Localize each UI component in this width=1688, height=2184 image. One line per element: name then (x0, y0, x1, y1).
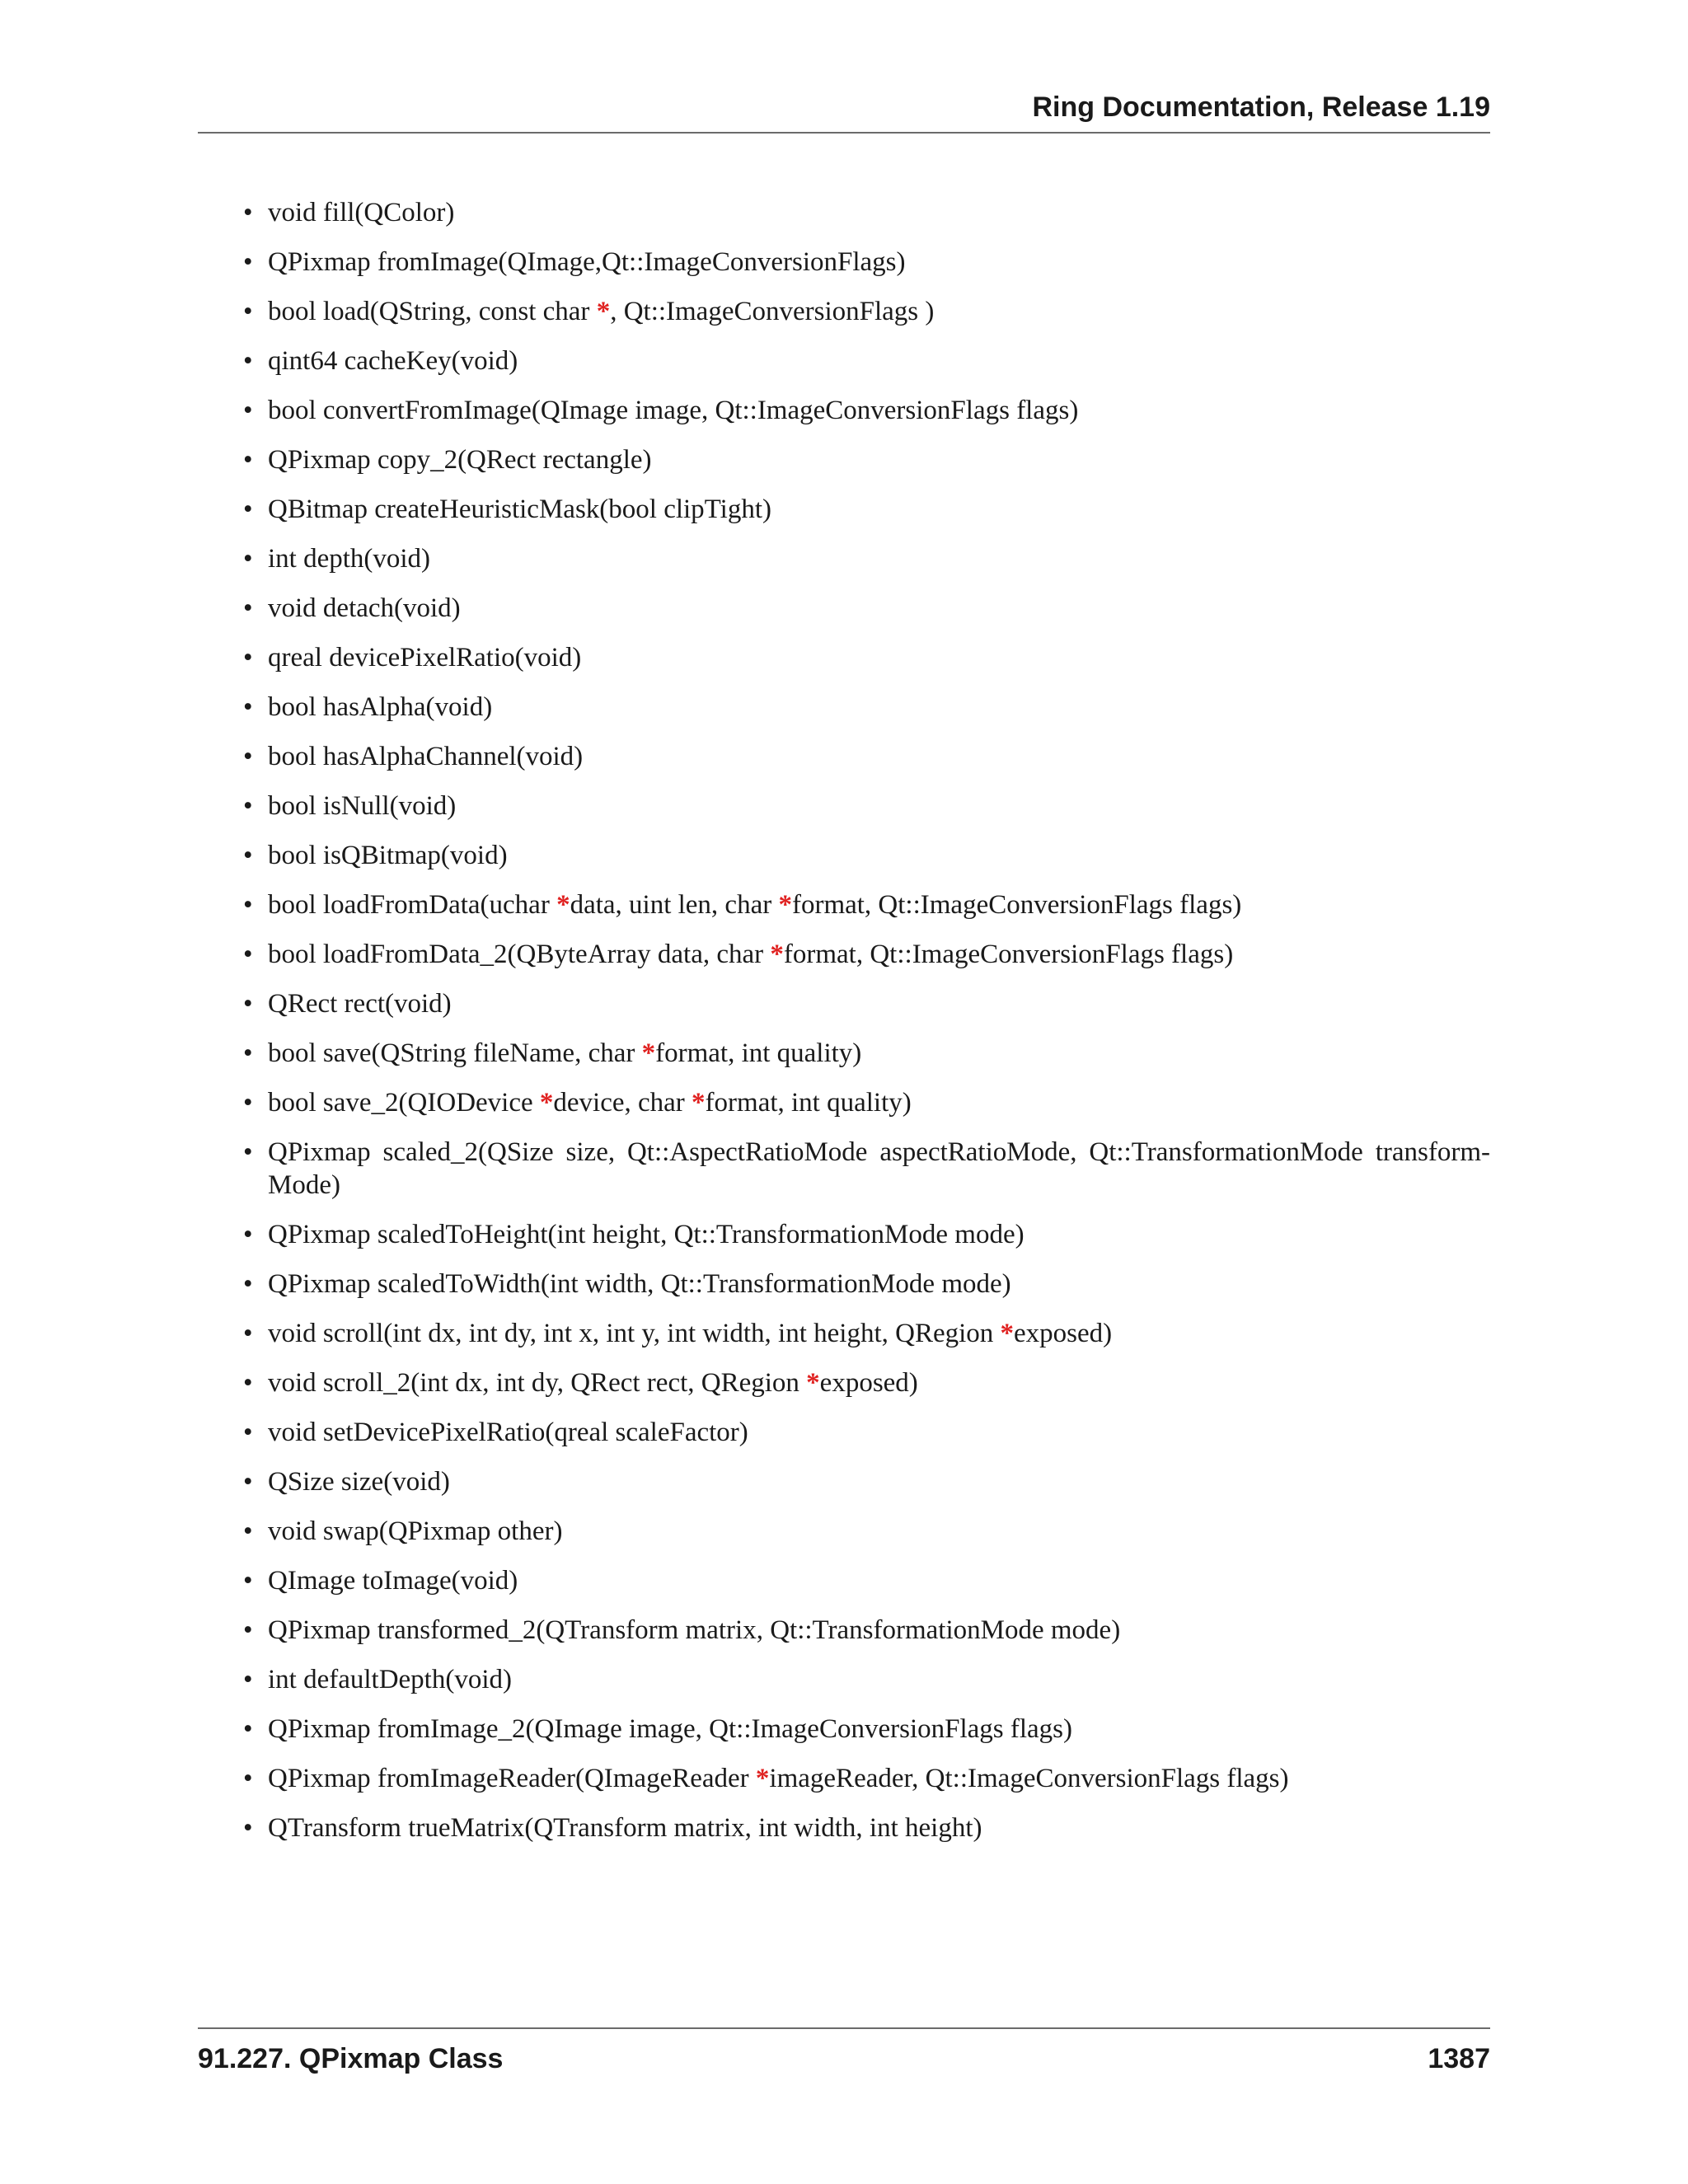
bullet-icon: • (243, 791, 253, 821)
list-item (239, 1564, 1490, 1597)
list-item (239, 1465, 1490, 1498)
list-item (239, 443, 1490, 476)
list-item (239, 542, 1490, 575)
list-item (239, 1218, 1490, 1251)
list-item (239, 691, 1490, 724)
list-item (239, 641, 1490, 674)
list-item (239, 493, 1490, 526)
method-signature: bool load(QString, const char *, Qt::ImageConversionFlags ) (268, 297, 935, 326)
method-list (239, 196, 1490, 1844)
footer-page-number: 1387 (1428, 2043, 1490, 2074)
bullet-icon: • (243, 198, 253, 227)
list-item (239, 246, 1490, 279)
method-signature: QPixmap fromImageReader(QImageReader *imageReader, Qt::ImageConversionFlags flags) (268, 1764, 1289, 1793)
bullet-icon: • (243, 1714, 253, 1744)
method-list-container (239, 196, 1490, 1861)
pointer-asterisk: * (556, 890, 570, 920)
list-item (239, 1037, 1490, 1070)
pointer-asterisk: * (539, 1088, 554, 1118)
pointer-asterisk: * (770, 940, 784, 969)
method-signature: bool isNull(void) (268, 791, 457, 821)
pointer-asterisk: * (596, 297, 611, 326)
method-signature: QImage toImage(void) (268, 1566, 518, 1596)
header-title: Ring Documentation, Release 1.19 (1032, 91, 1490, 123)
method-signature: void scroll(int dx, int dy, int x, int y, int width, int height, QRegion *exposed) (268, 1319, 1113, 1348)
pointer-asterisk: * (778, 890, 792, 920)
list-item (239, 295, 1490, 328)
bullet-icon: • (243, 593, 253, 623)
footer-section-title: 91.227. QPixmap Class (198, 2043, 504, 2074)
bullet-icon: • (243, 1220, 253, 1249)
method-signature: void setDevicePixelRatio(qreal scaleFactor) (268, 1418, 748, 1447)
list-item (239, 839, 1490, 872)
method-signature: bool loadFromData_2(QByteArray data, char *format, Qt::ImageConversionFlags flags) (268, 940, 1234, 969)
method-signature: QPixmap copy_2(QRect rectangle) (268, 445, 652, 475)
method-signature: QBitmap createHeuristicMask(bool clipTight) (268, 494, 771, 524)
pointer-asterisk: * (641, 1038, 656, 1068)
method-signature: bool convertFromImage(QImage image, Qt::ImageConversionFlags flags) (268, 396, 1079, 425)
bullet-icon: • (243, 1088, 253, 1118)
bullet-icon: • (243, 643, 253, 673)
bullet-icon: • (243, 445, 253, 475)
bullet-icon: • (243, 1665, 253, 1694)
pointer-asterisk: * (806, 1368, 820, 1398)
bullet-icon: • (243, 1764, 253, 1793)
list-item (239, 740, 1490, 773)
method-signature: QPixmap transformed_2(QTransform matrix, Qt::TransformationMode mode) (268, 1615, 1121, 1645)
method-signature: QPixmap fromImage(QImage,Qt::ImageConversionFlags) (268, 247, 906, 277)
bullet-icon: • (243, 692, 253, 722)
method-signature: bool hasAlphaChannel(void) (268, 742, 584, 771)
bullet-icon: • (243, 1516, 253, 1546)
bullet-icon: • (243, 1467, 253, 1497)
method-signature: QRect rect(void) (268, 989, 452, 1019)
list-item (239, 790, 1490, 823)
method-signature: bool save_2(QIODevice *device, char *format, int quality) (268, 1088, 912, 1118)
list-item (239, 888, 1490, 921)
bullet-icon: • (243, 1319, 253, 1348)
bullet-icon: • (243, 544, 253, 574)
method-signature: QPixmap scaledToHeight(int height, Qt::TransformationMode mode) (268, 1220, 1025, 1249)
bullet-icon: • (243, 396, 253, 425)
bullet-icon: • (243, 1566, 253, 1596)
method-signature: QPixmap scaled_2(QSize size, Qt::AspectRatioMode aspectRatioMode, Qt::TransformationMode transform-Mode) (268, 1137, 1490, 1200)
method-signature: QPixmap fromImage_2(QImage image, Qt::ImageConversionFlags flags) (268, 1714, 1073, 1744)
list-item (239, 1136, 1490, 1202)
list-item (239, 196, 1490, 229)
bullet-icon: • (243, 1813, 253, 1843)
method-signature: int depth(void) (268, 544, 431, 574)
bullet-icon: • (243, 1137, 253, 1167)
method-signature: QTransform trueMatrix(QTransform matrix, int width, int height) (268, 1813, 982, 1843)
method-signature: void fill(QColor) (268, 198, 455, 227)
bullet-icon: • (243, 841, 253, 870)
bullet-icon: • (243, 346, 253, 376)
list-item (239, 1713, 1490, 1746)
method-signature: QPixmap scaledToWidth(int width, Qt::TransformationMode mode) (268, 1269, 1011, 1299)
method-signature: qint64 cacheKey(void) (268, 346, 518, 376)
list-item (239, 592, 1490, 625)
bullet-icon: • (243, 890, 253, 920)
list-item (239, 1663, 1490, 1696)
bullet-icon: • (243, 1269, 253, 1299)
bullet-icon: • (243, 1038, 253, 1068)
pointer-asterisk: * (755, 1764, 770, 1793)
method-signature: void swap(QPixmap other) (268, 1516, 563, 1546)
pointer-asterisk: * (1000, 1319, 1015, 1348)
list-item (239, 1268, 1490, 1301)
list-item (239, 938, 1490, 971)
method-signature: bool save(QString fileName, char *format, int quality) (268, 1038, 862, 1068)
bullet-icon: • (243, 494, 253, 524)
bullet-icon: • (243, 989, 253, 1019)
method-signature: QSize size(void) (268, 1467, 450, 1497)
bullet-icon: • (243, 297, 253, 326)
pointer-asterisk: * (692, 1088, 706, 1118)
method-signature: bool loadFromData(uchar *data, uint len, char *format, Qt::ImageConversionFlags flags) (268, 890, 1242, 920)
method-signature: void scroll_2(int dx, int dy, QRect rect, QRegion *exposed) (268, 1368, 918, 1398)
list-item (239, 1614, 1490, 1647)
list-item (239, 394, 1490, 427)
bullet-icon: • (243, 1418, 253, 1447)
list-item (239, 1811, 1490, 1844)
page-footer (198, 2027, 1490, 2079)
page-header (198, 91, 1490, 134)
list-item (239, 1366, 1490, 1399)
list-item (239, 344, 1490, 377)
method-signature: int defaultDepth(void) (268, 1665, 513, 1694)
bullet-icon: • (243, 940, 253, 969)
method-signature: bool isQBitmap(void) (268, 841, 508, 870)
list-item (239, 1762, 1490, 1795)
bullet-icon: • (243, 742, 253, 771)
method-signature: void detach(void) (268, 593, 461, 623)
list-item (239, 1317, 1490, 1350)
bullet-icon: • (243, 1615, 253, 1645)
list-item (239, 1515, 1490, 1548)
list-item (239, 987, 1490, 1020)
method-signature: qreal devicePixelRatio(void) (268, 643, 582, 673)
bullet-icon: • (243, 247, 253, 277)
list-item (239, 1086, 1490, 1119)
list-item (239, 1416, 1490, 1449)
bullet-icon: • (243, 1368, 253, 1398)
method-signature: bool hasAlpha(void) (268, 692, 493, 722)
